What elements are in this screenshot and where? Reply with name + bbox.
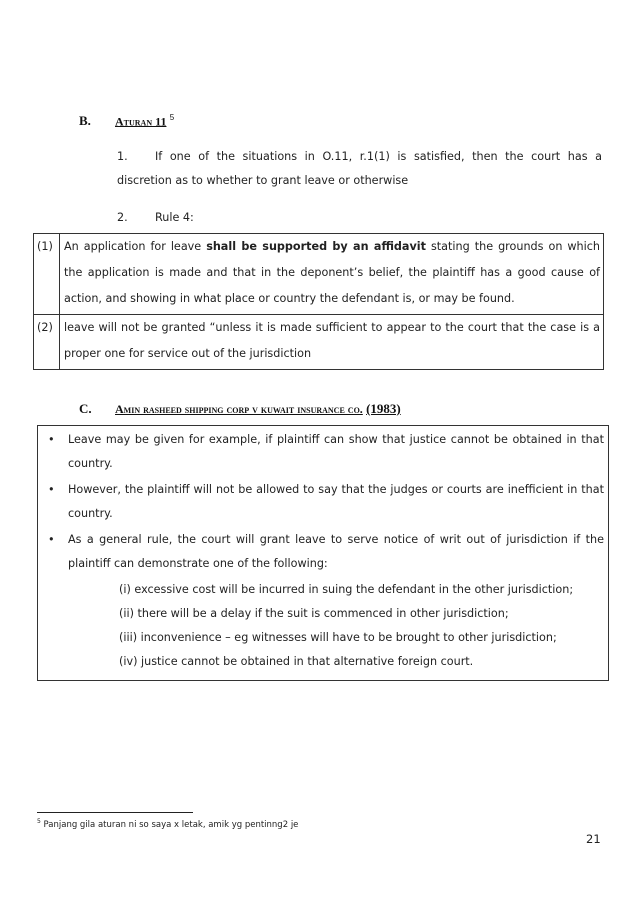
footnote-number: 5 [37, 818, 41, 825]
item-text: Rule 4: [155, 211, 194, 224]
section-c-title: Amin rasheed shipping corp v kuwait insurance co. [115, 402, 363, 416]
bullet-text: As a general rule, the court will grant leave to serve notice of writ out of jurisdiction if the plaintiff can demonstrate one of the following: [68, 533, 604, 570]
bullet-icon: • [48, 483, 55, 496]
bullet-text: However, the plaintiff will not be allowed to say that the judges or courts are inefficient in that country. [68, 483, 604, 520]
table-row [34, 315, 604, 370]
section-b-heading [79, 113, 174, 129]
bullet-icon: • [48, 433, 55, 446]
section-c-letter: C. [79, 401, 92, 416]
bullet-list [48, 428, 604, 576]
bullet-text: Leave may be given for example, if plaintiff can show that justice cannot be obtained in that country. [68, 433, 604, 470]
list-item [48, 528, 604, 576]
item-text: If one of the situations in O.11, r.1(1) is satisfied, then the court has a discretion as to whether to grant leave or otherwise [117, 150, 602, 187]
row-index: (2) [34, 315, 60, 370]
footnote [37, 818, 298, 830]
row-text-plain: An application for leave [64, 240, 207, 253]
list-item [48, 478, 604, 526]
row-text [60, 234, 604, 315]
list-item [48, 428, 604, 476]
sub-item: (iv) justice cannot be obtained in that alternative foreign court. [119, 655, 474, 668]
section-b-letter: B. [79, 113, 91, 129]
row-text-bold: shall be supported by an affidavit [206, 240, 426, 253]
table-row [34, 234, 604, 315]
sub-item: (iii) inconvenience – eg witnesses will have to be brought to other jurisdiction; [119, 631, 557, 644]
section-b-title: Aturan 11 [115, 114, 167, 129]
section-c-year: (1983) [366, 401, 401, 416]
footnote-ref: 5 [169, 113, 175, 122]
rule-4-table [33, 233, 604, 370]
bullet-icon: • [48, 533, 55, 546]
section-c-box [37, 425, 609, 681]
section-b-item-1 [117, 145, 602, 193]
footnote-text: Panjang gila aturan ni so saya x letak, amik yg pentinng2 je [43, 819, 299, 830]
sub-item: (i) excessive cost will be incurred in suing the defendant in the other jurisdiction; [119, 583, 574, 596]
row-text: leave will not be granted “unless it is made sufficient to appear to the court that the case is a proper one for service out of the jurisdiction [60, 315, 604, 370]
page-number: 21 [586, 832, 601, 846]
section-c-heading [79, 401, 401, 417]
row-text-plain: stating the grounds on which the application is made and that in the deponent’s belief, the plaintiff has a good cause of action, and showing in what place or country the defendant is, or may be found. [64, 240, 601, 305]
section-b-item-2 [117, 206, 602, 230]
item-number: 2. [117, 211, 128, 224]
row-index: (1) [34, 234, 60, 315]
sub-item: (ii) there will be a delay if the suit is commenced in other jurisdiction; [119, 607, 509, 620]
item-number: 1. [117, 150, 128, 163]
footnote-divider [37, 812, 193, 813]
